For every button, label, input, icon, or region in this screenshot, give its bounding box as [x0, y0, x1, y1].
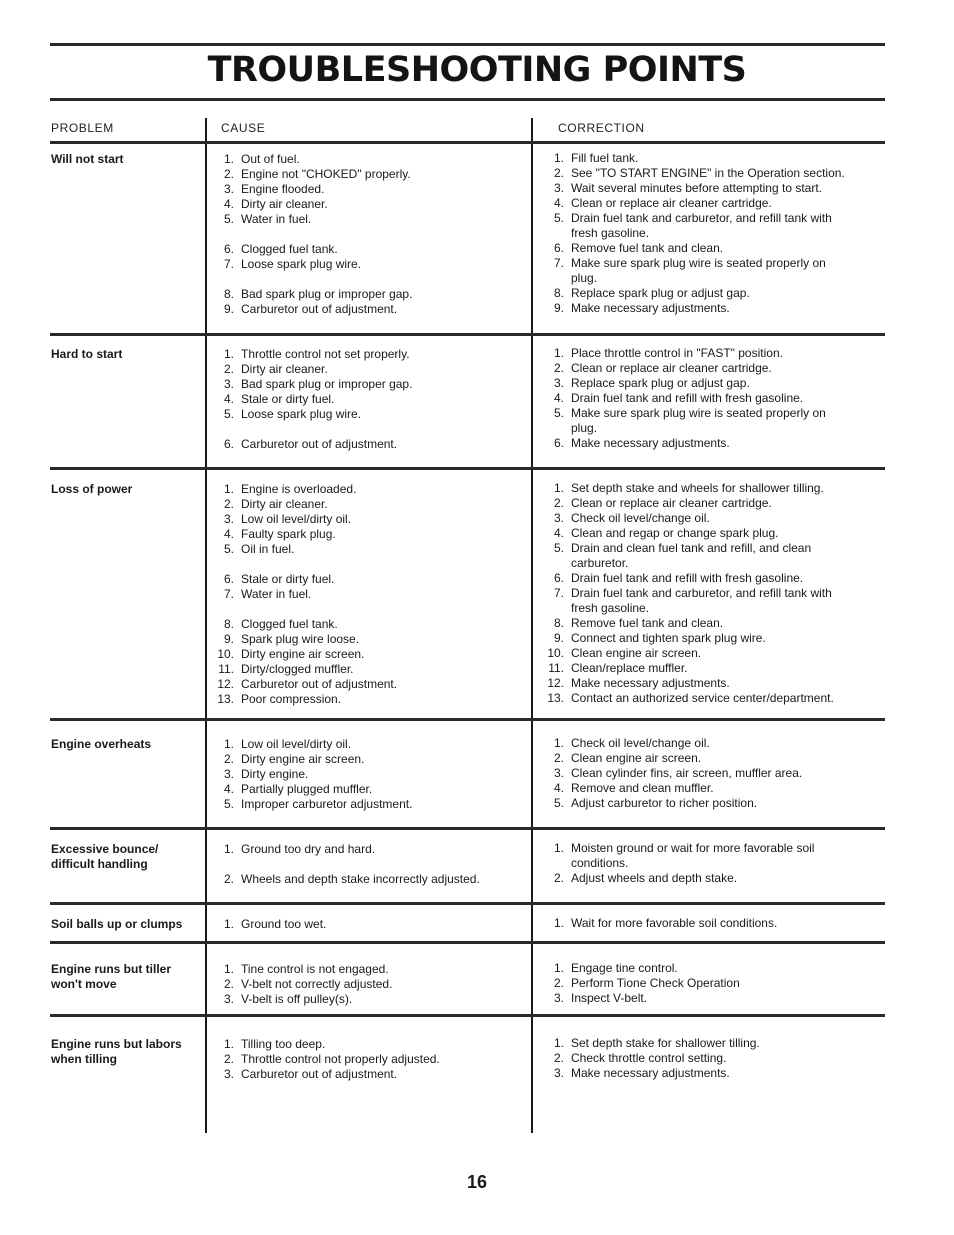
correction-text: fresh gasoline.	[571, 601, 650, 615]
correction-item	[544, 391, 884, 406]
correction-number: 13.	[547, 691, 564, 705]
cause-item	[214, 572, 524, 587]
correction-number: 2.	[553, 976, 564, 990]
correction-text: Connect and tighten spark plug wire.	[571, 631, 766, 645]
cause-item	[214, 917, 524, 932]
cause-number: 7.	[223, 587, 234, 601]
cause-item	[214, 437, 524, 452]
cause-number: 1.	[223, 737, 234, 751]
cause-number: 1.	[223, 1037, 234, 1051]
correction-number: 4.	[553, 781, 564, 795]
correction-text: Clean engine air screen.	[571, 646, 702, 660]
cause-number: 2.	[223, 977, 234, 991]
correction-number: 1.	[553, 736, 564, 750]
cause-text: Wheels and depth stake incorrectly adjusted.	[241, 872, 480, 886]
correction-item	[544, 406, 884, 421]
cause-item	[214, 182, 524, 197]
cause-text: Bad spark plug or improper gap.	[241, 287, 413, 301]
correction-text: carburetor.	[571, 556, 629, 570]
cause-text: Engine not "CHOKED" properly.	[241, 167, 411, 181]
correction-text: Drain and clean fuel tank and refill, and clean	[571, 541, 812, 555]
correction-item	[544, 586, 884, 601]
correction-item	[544, 751, 884, 766]
cause-text: Throttle control not set properly.	[241, 347, 410, 361]
correction-text: Wait for more favorable soil conditions.	[571, 916, 778, 930]
cause-text: Ground too wet.	[241, 917, 327, 931]
correction-item	[544, 781, 884, 796]
correction-number: 2.	[553, 1051, 564, 1065]
correction-number: 2.	[553, 871, 564, 885]
correction-number: 5.	[553, 211, 564, 225]
cause-text: Low oil level/dirty oil.	[241, 512, 352, 526]
cause-text: Stale or dirty fuel.	[241, 392, 335, 406]
correction-number: 1.	[553, 961, 564, 975]
correction-number: 1.	[553, 151, 564, 165]
correction-item	[544, 496, 884, 511]
cause-text: Dirty/clogged muffler.	[241, 662, 354, 676]
correction-number: 11.	[548, 661, 564, 675]
cause-item	[214, 392, 524, 407]
correction-number: 8.	[553, 616, 564, 630]
correction-number: 1.	[553, 916, 564, 930]
cause-text: Engine is overloaded.	[241, 482, 357, 496]
correction-number: 3.	[553, 991, 564, 1005]
correction-number: 6.	[553, 436, 564, 450]
correction-number: 7.	[553, 256, 564, 270]
correction-text: Engage tine control.	[571, 961, 678, 975]
correction-item	[544, 181, 884, 196]
cause-number: 11.	[218, 662, 234, 676]
cause-number: 5.	[223, 212, 234, 226]
cause-text: Dirty air cleaner.	[241, 362, 328, 376]
correction-item	[544, 346, 884, 361]
correction-text: Make sure spark plug wire is seated properly on	[571, 406, 826, 420]
correction-text: plug.	[571, 421, 598, 435]
correction-item	[544, 1051, 884, 1066]
correction-text: Clean or replace air cleaner cartridge.	[571, 196, 772, 210]
correction-item	[544, 241, 884, 256]
cause-item	[214, 242, 524, 257]
cause-item	[214, 677, 524, 692]
cause-number: 2.	[223, 872, 234, 886]
cause-number: 1.	[223, 917, 234, 931]
correction-text: Clean engine air screen.	[571, 751, 702, 765]
header-correction: CORRECTION	[558, 121, 645, 135]
cause-number: 1.	[223, 962, 234, 976]
correction-item	[544, 571, 884, 586]
cause-text: Carburetor out of adjustment.	[241, 302, 398, 316]
cause-item	[214, 512, 524, 527]
correction-item	[544, 841, 884, 856]
cause-item	[214, 662, 524, 677]
cause-item	[214, 152, 524, 167]
cause-text: Dirty engine air screen.	[241, 647, 365, 661]
correction-text: Make necessary adjustments.	[571, 676, 730, 690]
cause-number: 1.	[223, 347, 234, 361]
correction-item	[544, 286, 884, 301]
cause-number: 3.	[223, 182, 234, 196]
column-rule-left	[205, 118, 207, 1133]
correction-number: 3.	[553, 181, 564, 195]
cause-item	[214, 212, 524, 227]
correction-number: 3.	[553, 511, 564, 525]
cause-number: 10.	[217, 647, 234, 661]
cause-item	[214, 587, 524, 602]
correction-text: Make necessary adjustments.	[571, 1066, 730, 1080]
correction-item	[544, 556, 884, 571]
cause-item	[214, 497, 524, 512]
problem-label: Hard to start	[51, 347, 123, 361]
correction-item	[544, 676, 884, 691]
correction-number: 2.	[553, 496, 564, 510]
cause-item	[214, 527, 524, 542]
correction-text: Replace spark plug or adjust gap.	[571, 376, 750, 390]
cause-text: Loose spark plug wire.	[241, 257, 362, 271]
cause-number: 3.	[223, 377, 234, 391]
correction-number: 1.	[553, 481, 564, 495]
correction-number: 10.	[547, 646, 564, 660]
cause-text: Bad spark plug or improper gap.	[241, 377, 413, 391]
correction-item	[544, 211, 884, 226]
correction-text: Make necessary adjustments.	[571, 301, 730, 315]
problem-label: Engine overheats	[51, 737, 152, 751]
cause-item	[214, 962, 524, 977]
cause-text: V-belt is off pulley(s).	[241, 992, 353, 1006]
correction-item	[544, 916, 884, 931]
correction-text: Replace spark plug or adjust gap.	[571, 286, 750, 300]
correction-item	[544, 301, 884, 316]
page-number: 16	[466, 1172, 488, 1192]
row-separator	[50, 941, 885, 944]
correction-item	[544, 361, 884, 376]
correction-text: fresh gasoline.	[571, 226, 650, 240]
cause-number: 3.	[223, 1067, 234, 1081]
cause-item	[214, 977, 524, 992]
correction-text: Adjust wheels and depth stake.	[571, 871, 738, 885]
cause-item	[214, 542, 524, 557]
correction-item	[544, 871, 884, 886]
cause-number: 1.	[223, 152, 234, 166]
correction-text: Clean cylinder fins, air screen, muffler area.	[571, 766, 803, 780]
correction-text: conditions.	[571, 856, 629, 870]
cause-text: Carburetor out of adjustment.	[241, 437, 398, 451]
correction-item	[544, 166, 884, 181]
correction-item	[544, 961, 884, 976]
cause-number: 13.	[217, 692, 234, 706]
cause-item	[214, 752, 524, 767]
correction-item	[544, 196, 884, 211]
cause-text: Dirty air cleaner.	[241, 197, 328, 211]
cause-number: 4.	[223, 197, 234, 211]
cause-text: Oil in fuel.	[241, 542, 295, 556]
correction-text: Place throttle control in "FAST" position.	[571, 346, 783, 360]
cause-item	[214, 287, 524, 302]
cause-item	[214, 1052, 524, 1067]
cause-item	[214, 347, 524, 362]
cause-text: Loose spark plug wire.	[241, 407, 362, 421]
correction-number: 1.	[553, 1036, 564, 1050]
correction-item	[544, 421, 884, 436]
correction-text: Clean or replace air cleaner cartridge.	[571, 361, 772, 375]
cause-item	[214, 1067, 524, 1082]
page-title: TROUBLESHOOTING POINTS	[207, 50, 747, 90]
row-separator	[50, 467, 885, 470]
correction-number: 8.	[553, 286, 564, 300]
cause-number: 2.	[223, 362, 234, 376]
correction-number: 5.	[553, 796, 564, 810]
correction-text: Drain fuel tank and carburetor, and refill tank with	[571, 586, 832, 600]
correction-item	[544, 151, 884, 166]
cause-number: 5.	[223, 797, 234, 811]
correction-number: 4.	[553, 196, 564, 210]
cause-text: Dirty engine.	[241, 767, 309, 781]
correction-item	[544, 976, 884, 991]
correction-item	[544, 856, 884, 871]
correction-number: 5.	[553, 406, 564, 420]
correction-text: Make sure spark plug wire is seated properly on	[571, 256, 826, 270]
cause-item	[214, 302, 524, 317]
row-separator	[50, 1014, 885, 1017]
cause-item	[214, 482, 524, 497]
top-rule	[50, 43, 885, 46]
cause-text: Tilling too deep.	[241, 1037, 326, 1051]
correction-number: 1.	[553, 346, 564, 360]
correction-item	[544, 541, 884, 556]
cause-number: 5.	[223, 542, 234, 556]
correction-item	[544, 1036, 884, 1051]
cause-number: 6.	[223, 242, 234, 256]
problem-label: Engine runs but tiller won't move	[51, 962, 172, 991]
correction-item	[544, 736, 884, 751]
correction-text: plug.	[571, 271, 598, 285]
cause-number: 3.	[223, 767, 234, 781]
correction-text: Set depth stake for shallower tilling.	[571, 1036, 760, 1050]
correction-number: 9.	[553, 631, 564, 645]
cause-item	[214, 167, 524, 182]
cause-item	[214, 617, 524, 632]
cause-number: 2.	[223, 167, 234, 181]
correction-item	[544, 376, 884, 391]
cause-number: 5.	[223, 407, 234, 421]
cause-number: 4.	[223, 527, 234, 541]
correction-number: 6.	[553, 571, 564, 585]
correction-item	[544, 436, 884, 451]
cause-item	[214, 842, 524, 857]
cause-item	[214, 992, 524, 1007]
cause-number: 4.	[223, 392, 234, 406]
cause-number: 8.	[223, 287, 234, 301]
cause-item	[214, 737, 524, 752]
correction-item	[544, 616, 884, 631]
correction-text: Adjust carburetor to richer position.	[571, 796, 758, 810]
correction-number: 4.	[553, 526, 564, 540]
cause-text: Low oil level/dirty oil.	[241, 737, 352, 751]
correction-text: Remove fuel tank and clean.	[571, 616, 724, 630]
cause-item	[214, 647, 524, 662]
cause-number: 3.	[223, 992, 234, 1006]
cause-number: 6.	[223, 572, 234, 586]
row-separator	[50, 902, 885, 905]
correction-text: Drain fuel tank and refill with fresh gasoline.	[571, 391, 804, 405]
correction-item	[544, 526, 884, 541]
correction-item	[544, 766, 884, 781]
cause-number: 1.	[223, 482, 234, 496]
cause-item	[214, 872, 524, 887]
cause-text: Stale or dirty fuel.	[241, 572, 335, 586]
correction-item	[544, 601, 884, 616]
cause-number: 9.	[223, 302, 234, 316]
header-cause: CAUSE	[221, 121, 266, 135]
cause-item	[214, 257, 524, 272]
correction-text: Inspect V-belt.	[571, 991, 648, 1005]
cause-item	[214, 782, 524, 797]
correction-text: Fill fuel tank.	[571, 151, 639, 165]
cause-text: Dirty engine air screen.	[241, 752, 365, 766]
correction-number: 5.	[553, 541, 564, 555]
cause-item	[214, 692, 524, 707]
correction-number: 2.	[553, 361, 564, 375]
column-rule-right	[531, 118, 533, 1133]
correction-text: Perform Tione Check Operation	[571, 976, 740, 990]
cause-text: Clogged fuel tank.	[241, 242, 338, 256]
row-separator	[50, 718, 885, 721]
correction-number: 3.	[553, 766, 564, 780]
cause-number: 6.	[223, 437, 234, 451]
problem-label: Loss of power	[51, 482, 133, 496]
cause-number: 4.	[223, 782, 234, 796]
cause-text: Water in fuel.	[241, 212, 312, 226]
cause-text: Spark plug wire loose.	[241, 632, 360, 646]
correction-number: 3.	[553, 1066, 564, 1080]
correction-number: 12.	[547, 676, 564, 690]
problem-label: Soil balls up or clumps	[51, 917, 183, 931]
problem-label: Engine runs but labors when tilling	[51, 1037, 182, 1066]
cause-item	[214, 797, 524, 812]
problem-label: Excessive bounce/ difficult handling	[51, 842, 159, 871]
correction-number: 3.	[553, 376, 564, 390]
correction-text: Check throttle control setting.	[571, 1051, 727, 1065]
correction-number: 1.	[553, 841, 564, 855]
correction-number: 2.	[553, 751, 564, 765]
cause-text: Out of fuel.	[241, 152, 300, 166]
cause-text: Water in fuel.	[241, 587, 312, 601]
correction-text: Remove fuel tank and clean.	[571, 241, 724, 255]
cause-item	[214, 1037, 524, 1052]
cause-number: 2.	[223, 497, 234, 511]
header-rule	[50, 141, 885, 144]
title-bottom-rule	[50, 98, 885, 101]
cause-text: V-belt not correctly adjusted.	[241, 977, 393, 991]
correction-text: Clean or replace air cleaner cartridge.	[571, 496, 772, 510]
correction-number: 4.	[553, 391, 564, 405]
correction-item	[544, 691, 884, 706]
cause-text: Carburetor out of adjustment.	[241, 1067, 398, 1081]
correction-text: See "TO START ENGINE" in the Operation section.	[571, 166, 845, 180]
correction-text: Clean and regap or change spark plug.	[571, 526, 779, 540]
cause-text: Partially plugged muffler.	[241, 782, 373, 796]
correction-text: Check oil level/change oil.	[571, 511, 710, 525]
cause-number: 9.	[223, 632, 234, 646]
cause-text: Carburetor out of adjustment.	[241, 677, 398, 691]
correction-item	[544, 991, 884, 1006]
correction-text: Contact an authorized service center/department.	[571, 691, 834, 705]
cause-text: Clogged fuel tank.	[241, 617, 338, 631]
cause-item	[214, 632, 524, 647]
cause-item	[214, 377, 524, 392]
correction-item	[544, 796, 884, 811]
correction-number: 7.	[553, 586, 564, 600]
row-separator	[50, 827, 885, 830]
cause-number: 2.	[223, 1052, 234, 1066]
correction-item	[544, 226, 884, 241]
correction-number: 2.	[553, 166, 564, 180]
cause-text: Dirty air cleaner.	[241, 497, 328, 511]
correction-item	[544, 631, 884, 646]
cause-text: Tine control is not engaged.	[241, 962, 389, 976]
correction-item	[544, 1066, 884, 1081]
cause-item	[214, 767, 524, 782]
correction-number: 6.	[553, 241, 564, 255]
header-problem: PROBLEM	[51, 121, 114, 135]
cause-number: 8.	[223, 617, 234, 631]
correction-number: 9.	[553, 301, 564, 315]
correction-text: Moisten ground or wait for more favorable soil	[571, 841, 815, 855]
cause-number: 1.	[223, 842, 234, 856]
problem-label: Will not start	[51, 152, 124, 166]
cause-number: 3.	[223, 512, 234, 526]
cause-text: Ground too dry and hard.	[241, 842, 376, 856]
correction-text: Set depth stake and wheels for shallower tilling.	[571, 481, 824, 495]
correction-item	[544, 661, 884, 676]
correction-text: Remove and clean muffler.	[571, 781, 714, 795]
correction-text: Clean/replace muffler.	[571, 661, 688, 675]
correction-text: Wait several minutes before attempting to start.	[571, 181, 822, 195]
cause-number: 2.	[223, 752, 234, 766]
correction-text: Drain fuel tank and carburetor, and refill tank with	[571, 211, 832, 225]
cause-item	[214, 362, 524, 377]
correction-item	[544, 271, 884, 286]
cause-text: Poor compression.	[241, 692, 342, 706]
cause-text: Engine flooded.	[241, 182, 325, 196]
correction-item	[544, 646, 884, 661]
correction-item	[544, 481, 884, 496]
correction-text: Check oil level/change oil.	[571, 736, 710, 750]
cause-text: Throttle control not properly adjusted.	[241, 1052, 440, 1066]
correction-item	[544, 511, 884, 526]
cause-number: 7.	[223, 257, 234, 271]
cause-number: 12.	[217, 677, 234, 691]
correction-text: Make necessary adjustments.	[571, 436, 730, 450]
correction-item	[544, 256, 884, 271]
row-separator	[50, 333, 885, 336]
cause-item	[214, 407, 524, 422]
cause-text: Faulty spark plug.	[241, 527, 336, 541]
cause-text: Improper carburetor adjustment.	[241, 797, 413, 811]
correction-text: Drain fuel tank and refill with fresh gasoline.	[571, 571, 804, 585]
cause-item	[214, 197, 524, 212]
